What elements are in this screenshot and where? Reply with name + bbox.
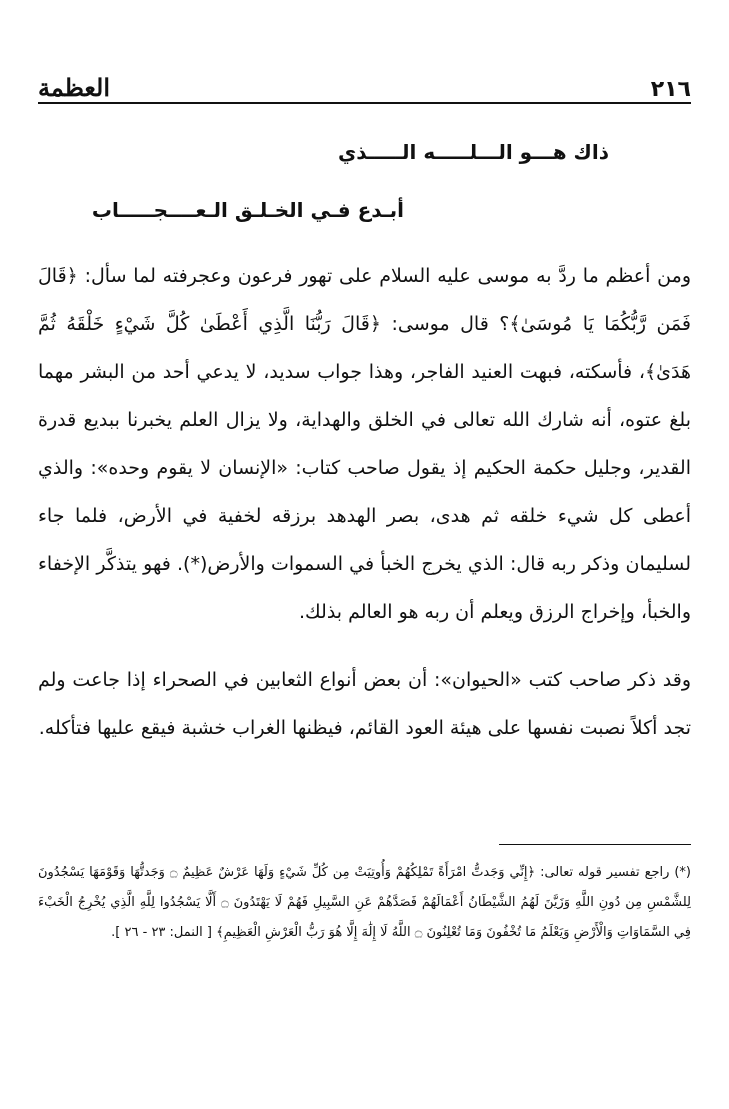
paragraph-gap: [38, 636, 691, 656]
footnote: [38, 858, 691, 948]
body-text: [38, 252, 691, 752]
footnote-rule: [499, 844, 691, 845]
page-number: ٢١٦: [650, 77, 691, 102]
running-title: العظمة: [38, 73, 110, 102]
section-subheading: أبـدع فـي الخـلـق الـعــــجـــــاب: [91, 198, 404, 222]
section-heading: ذاك هـــو الـــلـــــه الـــــذي: [337, 140, 609, 164]
paragraph-1: ومن أعظم ما ردَّ به موسى عليه السلام على تهور فرعون وعجرفته لما سأل: ﴿قَالَ فَمَن رَّبُّكُمَا يَا مُوسَىٰ﴾؟ قال موسى: ﴿قَالَ رَبُّنَا الَّذِي أَعْطَىٰ كُلَّ شَيْءٍ خَلْقَهُ ثُمَّ هَدَىٰ﴾، فأسكته، فبهت العنيد الفاجر، وهذا جواب سديد، لا يدعي أحد من البشر مهما بلغ عتوه، أنه شارك الله تعالى في الخلق والهداية، ولا يزال العلم يخبرنا ببديع قدرة القدير، وجليل حكمة الحكيم إذ يقول صاحب كتاب: «الإنسان لا يقوم وحده»: والذي أعطى كل شيء خلقه ثم هدى، بصر الهدهد برزقه لخفية في الأرض، فلما جاء لسليمان وذكر ربه قال: الذي يخرج الخبأ في السموات والأرض(*). فهو يتذكَّر الإخفاء والخبأ، وإخراج الرزق ويعلم أن ربه هو العالم بذلك.: [38, 265, 691, 623]
page-header: [38, 62, 691, 102]
paragraph-2: وقد ذكر صاحب كتب «الحيوان»: أن بعض أنواع الثعابين في الصحراء إذا جاعت ولم تجد أكلاً نصبت نفسها على هيئة العود القائم، فيظنها الغراب خشبة فيقع عليها فتأكله.: [38, 669, 691, 739]
footnote-text: (*) راجع تفسير قوله تعالى: ﴿إِنِّي وَجَدتُّ امْرَأَةً تَمْلِكُهُمْ وَأُوتِيَتْ مِن كُلِّ شَيْءٍ وَلَهَا عَرْشٌ عَظِيمٌ ۝ وَجَدتُّهَا وَقَوْمَهَا يَسْجُدُونَ لِلشَّمْسِ مِن دُونِ اللَّهِ وَزَيَّنَ لَهُمُ الشَّيْطَانُ أَعْمَالَهُمْ فَصَدَّهُمْ عَنِ السَّبِيلِ فَهُمْ لَا يَهْتَدُونَ ۝ أَلَّا يَسْجُدُوا لِلَّهِ الَّذِي يُخْرِجُ الْخَبْءَ فِي السَّمَاوَاتِ وَالْأَرْضِ وَيَعْلَمُ مَا تُخْفُونَ وَمَا تُعْلِنُونَ ۝ اللَّهُ لَا إِلَٰهَ إِلَّا هُوَ رَبُّ الْعَرْشِ الْعَظِيمِ﴾ [ النمل: ٢٣ - ٢٦ ].: [38, 865, 691, 940]
header-rule: [38, 102, 691, 104]
